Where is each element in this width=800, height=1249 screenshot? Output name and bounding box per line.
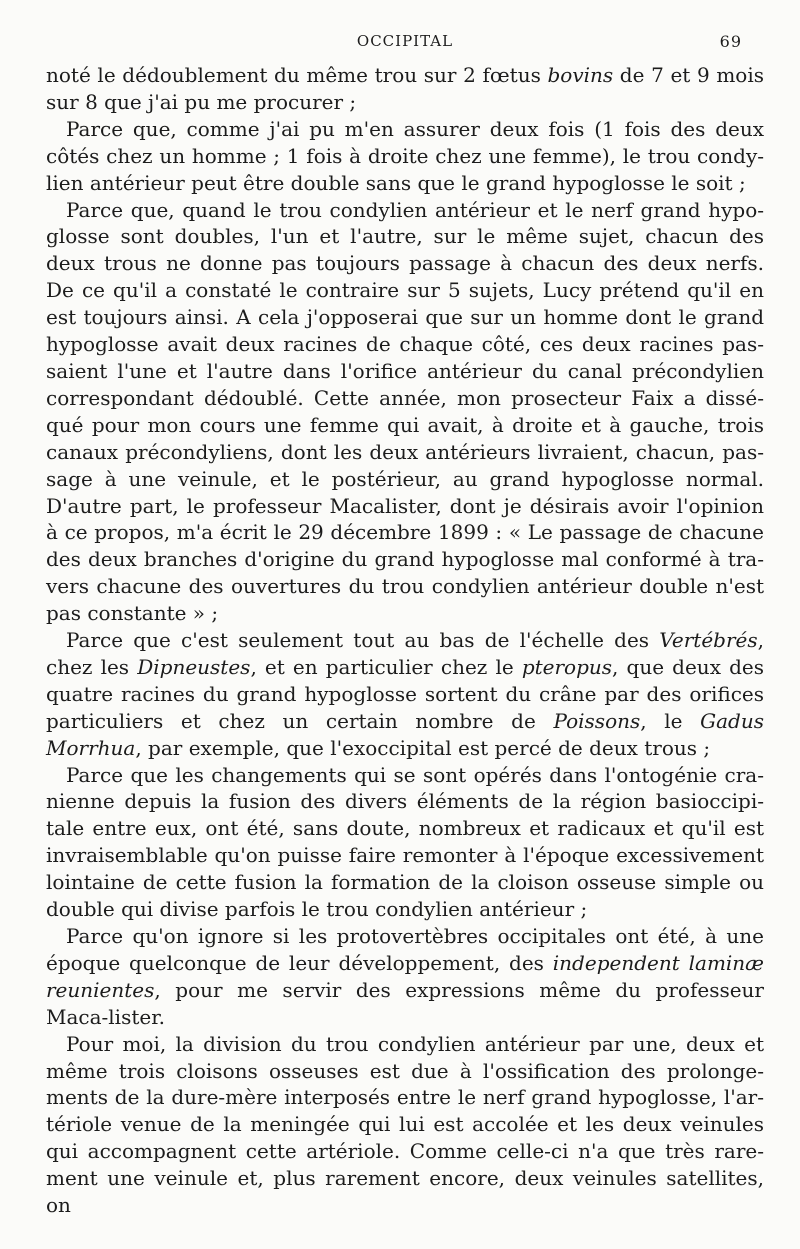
text-run: noté le dédoublement du même trou sur 2 fœtus [46,63,548,87]
italic-text: independent laminæ reunientes [46,950,764,1002]
paragraph [46,923,764,1031]
running-head [46,28,764,62]
italic-text: bovins [547,63,614,87]
paragraph [46,1031,764,1219]
text-run: , par exemple, que l'exoccipital est percé de deux trous ; [135,735,711,760]
italic-text: Poissons [553,708,641,733]
paragraph [46,762,764,923]
text-run: , le [640,708,701,733]
page-number: 69 [719,32,742,51]
text-run: Parce que les changements qui se sont opérés dans l'ontogénie cra-nienne depuis la fusion des divers éléments de la région basioccipi-tale entre eux, ont été, sans doute, nombreux et radicaux et qu'il est invraisemblable qu'on puisse faire remonter à l'époque excessivement lointaine de cette fusion la formation de la cloison osseuse simple ou double qui divise parfois le trou condylien antérieur ; [46,762,764,922]
text-run: Pour moi, la division du trou condylien antérieur par une, deux et même trois cloisons osseuses est due à l'ossification des prolonge-ments de la dure-mère interposés entre le nerf grand hypoglosse, l'ar-tériole venue de la meningée qui lui est accolée et les deux veinules qui accompagnent cette artériole. Comme celle-ci n'a que très rare-ment une veinule et, plus rarement encore, deux veinules satellites, on [46,1031,764,1218]
text-run: Parce que, comme j'ai pu m'en assurer deux fois (1 fois des deux côtés chez un homme ; 1 fois à droite chez une femme), le trou condy-lien antérieur peut être double sans que le grand hypoglosse le soit ; [46,116,764,195]
text-run: , et en particulier chez le [250,654,522,679]
paragraph [46,116,764,197]
italic-text: pteropus [521,654,613,679]
text-run: , chez les [46,628,764,679]
paragraph [46,197,764,628]
text-run: Parce que c'est seulement tout au bas de l'échelle des [66,628,660,653]
italic-text: Vertébrés [659,628,758,653]
text-run: Parce qu'on ignore si les protovertèbres occipitales ont été, à une époque quelconque de leur développement, des [46,924,764,975]
italic-text: Dipneustes [137,654,251,679]
paragraph [46,62,764,116]
text-run: Parce que, quand le trou condylien antérieur et le nerf grand hypo-glosse sont doubles, l'un et l'autre, sur le même sujet, chacun des deux trous ne donne pas toujours passage à chacun des deux nerfs. De ce qu'il a constaté le contraire sur 5 sujets, Lucy prétend qu'il en est toujours ainsi. A cela j'opposerai que sur un homme dont le grand hypoglosse avait deux racines de chaque côté, ces deux racines pas-saient l'une et l'autre dans l'orifice antérieur du canal précondylien correspondant dédoublé. Cette année, mon prosecteur Faix a dissé-qué pour mon cours une femme qui avait, à droite et à gauche, trois canaux précondyliens, dont les deux antérieurs livraient, chacun, pas-sage à une veinule, et le postérieur, au grand hypoglosse normal. D'autre part, le professeur Macalister, dont je désirais avoir l'opinion à ce propos, m'a écrit le 29 décembre 1899 : « Le passage de chacune des deux branches d'origine du grand hypoglosse mal conformé à tra-vers chacune des ouvertures du trou condylien antérieur double n'est pas constante » ; [46,197,764,626]
italic-text: Gadus Morrhua [46,708,764,760]
text-run: , pour me servir des expressions même du professeur Maca-lister. [46,977,764,1029]
running-title: OCCIPITAL [356,32,454,50]
paragraph [46,627,764,762]
text-run: de 7 et 9 mois sur 8 que j'ai pu me procurer ; [46,63,764,114]
body-text [46,62,764,1219]
text-run: , que deux des quatre racines du grand hypoglosse sortent du crâne par des orifices particuliers et chez un certain nombre de [46,654,764,733]
